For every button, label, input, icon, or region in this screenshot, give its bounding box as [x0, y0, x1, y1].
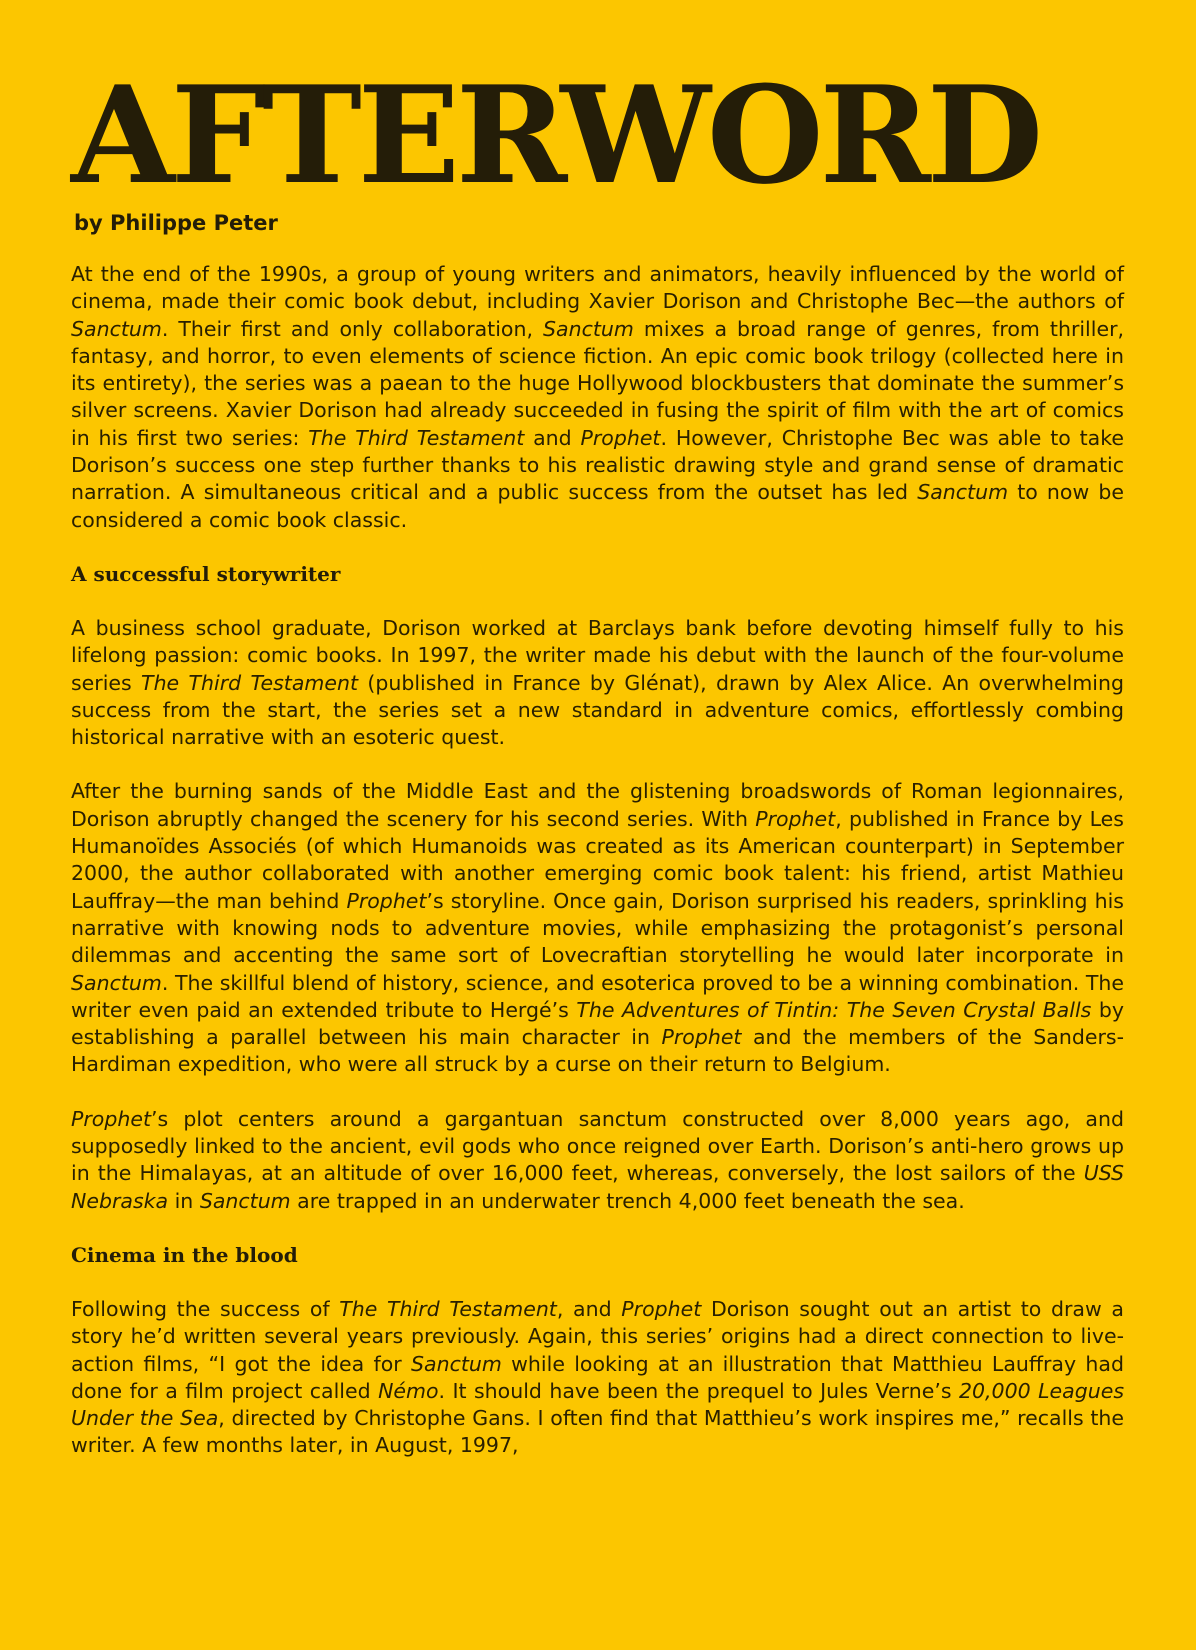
italic-title: Sanctum	[71, 316, 162, 341]
italic-title: Némo	[378, 1378, 439, 1403]
article-body	[71, 261, 1124, 1460]
italic-title: Prophet	[580, 425, 661, 450]
section-heading-storywriter: A successful storywriter	[71, 561, 341, 586]
text-run: . However, Christophe Bec was able to take Dorison’s success one step further thanks to his realistic drawing style and grand sense of dramatic narration. A simultaneous critical and a public success from the outset has led	[71, 425, 1124, 505]
text-run: ’s storyline. Once gain, Dorison surprised his readers, sprinkling his narrative with knowing nods to adventure movies, while emphasizing the protagonist’s personal dilemmas and accenting the same sort of Lovecraftian storytelling he would later incorporate in	[71, 888, 1124, 968]
text-run: while looking at an illustration that Matthieu Lauffray had done for a film project called	[71, 1351, 1124, 1403]
text-run: , directed by Christophe Gans. I often find that Matthieu’s work inspires me,” recalls the writer. A few months later, in August, 1997,	[71, 1406, 1124, 1458]
text-run: in	[168, 1188, 200, 1213]
text-run: mixes a broad range of genres, from thriller, fantasy, and horror, to even elements of science fiction. An epic comic book trilogy (collected here in its entirety), the series was a paean to the huge Hollywood blockbusters that dominate the summer’s silver screens. Xavier Dorison had already succeeded in fusing the spirit of film with the art of comics in his first two series:	[71, 316, 1125, 450]
italic-title: The Third Testament	[308, 425, 525, 450]
text-run: A business school graduate, Dorison worked at Barclays bank before devoting himself fully to his lifelong passion: comic books. In 1997, the writer made his debut with the launch of the four-volume series	[71, 615, 1124, 695]
italic-title: The Third Testament	[339, 1296, 557, 1321]
text-run: . The skillful blend of history, science, and esoterica proved to be a winning combination. The writer even paid an extended tribute to Hergé’s	[71, 970, 1124, 1022]
paragraph-1	[71, 261, 1124, 534]
text-run: At the end of the 1990s, a group of young writers and animators, heavily influenced by the world of cinema, made their comic book debut, including Xavier Dorison and Christophe Bec—the authors of	[71, 262, 1124, 314]
italic-title: Prophet	[661, 1025, 742, 1050]
text-run: are trapped in an underwater trench 4,000 feet beneath the sea.	[290, 1188, 965, 1213]
italic-title: Sanctum	[411, 1351, 502, 1376]
italic-title: The Third Testament	[141, 670, 358, 695]
text-run: , published in France by Les Humanoïdes Associés (of which Humanoids was created as its American counterpart) in September 2000, the author collaborated with another emerging comic book talent: his friend, artist Mathieu Lauffray—the man behind	[71, 806, 1124, 913]
text-run: . Their first and only collaboration,	[161, 316, 544, 341]
afterword-page	[71, 56, 1125, 1487]
text-run: . It should have been the prequel to Jules Verne’s	[438, 1378, 959, 1403]
text-run: and	[524, 425, 581, 450]
text-run: Following the success of	[71, 1296, 340, 1321]
italic-title: Prophet	[621, 1296, 702, 1321]
italic-title: USS Nebraska	[71, 1161, 1124, 1213]
byline: by Philippe Peter	[74, 211, 278, 235]
italic-title: Prophet	[755, 806, 836, 831]
italic-title: 20,000 Leagues Under the Sea	[71, 1378, 1125, 1431]
text-run: ’s plot centers around a gargantuan sanctum constructed over 8,000 years ago, and supposedly linked to the ancient, evil gods who once reigned over Earth. Dorison’s anti-hero grows up in the Himalayas, at an altitude of over 16,000 feet, whereas, conversely, the lost sailors of the	[71, 1106, 1124, 1186]
italic-title: Sanctum	[71, 970, 162, 995]
italic-title: Prophet	[71, 1106, 151, 1131]
italic-title: Sanctum	[199, 1188, 291, 1213]
italic-title: The Adventures of Tintin: The Seven Crystal Balls	[576, 997, 1092, 1022]
text-run: by establishing a parallel between his main character in	[71, 997, 1124, 1050]
text-run: , and	[556, 1296, 622, 1321]
paragraph-4	[71, 1106, 1124, 1215]
text-run: After the burning sands of the Middle East and the glistening broadswords of Roman legionnaires, Dorison abruptly changed the scenery for his second series. With	[71, 779, 1124, 831]
paragraph-3	[71, 778, 1124, 1078]
page-title: AFTERWORD	[71, 56, 1040, 214]
text-run: to now be considered a comic book classic.	[71, 480, 1124, 532]
italic-title: Sanctum	[917, 480, 1009, 505]
text-run: (published in France by Glénat), drawn by Alex Alice. An overwhelming success from the start, the series set a new standard in adventure comics, effortlessly combing historical narrative with an esoteric quest.	[71, 670, 1124, 750]
text-run: Dorison sought out an artist to draw a story he’d written several years previously. Again, this series’ origins had a direct connection to live-action films, “I got the idea for	[71, 1296, 1124, 1376]
text-run: and the members of the Sanders-Hardiman expedition, who were all struck by a curse on their return to Belgium.	[71, 1025, 1124, 1077]
paragraph-2	[71, 615, 1124, 751]
section-heading-cinema: Cinema in the blood	[71, 1242, 298, 1267]
italic-title: Prophet	[346, 888, 427, 913]
paragraph-5	[71, 1296, 1124, 1460]
italic-title: Sanctum	[543, 316, 634, 341]
